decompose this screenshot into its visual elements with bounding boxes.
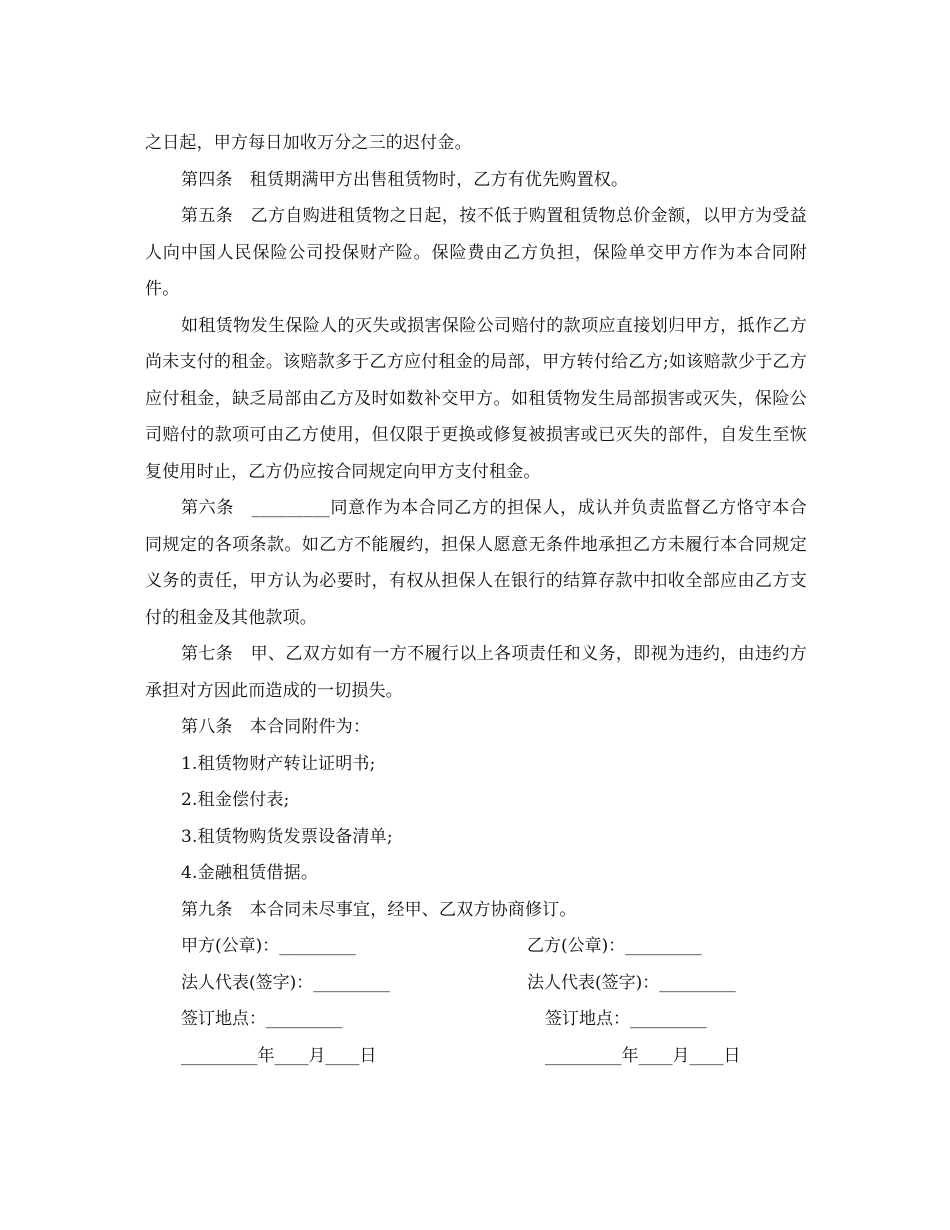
signature-block: [145, 928, 807, 1074]
party-b-date-field: _________年____月____日: [545, 1045, 741, 1066]
party-a-seal-field: 甲方(公章)：_________: [181, 936, 356, 956]
signature-row-date: [145, 1038, 807, 1184]
paragraph-overdue-fee: 之日起，甲方每日加收万分之三的迟付金。: [145, 133, 472, 153]
attachment-item-4: 4.金融租赁借据。: [181, 863, 319, 883]
paragraph-article-8: 第八条 本合同附件为：: [181, 717, 371, 737]
party-b-location-field: 签订地点：_________: [545, 1009, 707, 1029]
paragraph-article-9: 第九条 本合同未尽事宜，经甲、乙双方协商修订。: [181, 899, 577, 920]
party-a-location-field: 签订地点：_________: [181, 1009, 343, 1029]
party-b-representative-field: 法人代表(签字)：_________: [527, 972, 736, 993]
party-b-seal-field: 乙方(公章)：_________: [527, 936, 702, 956]
attachment-item-2: 2.租金偿付表;: [181, 790, 290, 810]
paragraph-article-4: 第四条 租赁期满甲方出售租赁物时，乙方有优先购置权。: [181, 169, 629, 190]
paragraph-article-7: 第七条 甲、乙双方如有一方不履行以上各项责任和义务，即视为违约，由违约方承担对方因此而造成的一切损失。: [145, 644, 807, 701]
attachment-item-3: 3.租赁物购货发票设备清单;: [181, 826, 393, 847]
party-a-date-field: _________年____月____日: [181, 1045, 377, 1066]
contract-page: [145, 125, 807, 1074]
paragraph-article-5: 第五条 乙方自购进租赁物之日起，按不低于购置租赁物总价金额，以甲方为受益人向中国人民保险公司投保财产险。保险费由乙方负担，保险单交甲方作为本合同附件。: [145, 206, 807, 299]
party-a-representative-field: 法人代表(签字)：_________: [181, 972, 390, 993]
attachment-item-1: 1.租赁物财产转让证明书;: [181, 753, 376, 774]
paragraph-article-6: 第六条 _________同意作为本合同乙方的担保人，成认并负责监督乙方恪守本合同规定的各项条款。如乙方不能履约，担保人愿意无条件地承担乙方未履行本合同规定义务的责任，甲方认为必要时，有权从担保人在银行的结算存款中扣收全部应由乙方支付的租金及其他款项。: [145, 498, 807, 628]
paragraph-insurance-claims: 如租赁物发生保险人的灭失或损害保险公司赔付的款项应直接划归甲方，抵作乙方尚未支付的租金。该赔款多于乙方应付租金的局部，甲方转付给乙方;如该赔款少于乙方应付租金，缺乏局部由乙方及时如数补交甲方。如租赁物发生局部损害或灭失，保险公司赔付的款项可由乙方使用，但仅限于更换或修复被损害或已灭失的部件，自发生至恢复使用时止，乙方仍应按合同规定向甲方支付租金。: [145, 315, 807, 482]
